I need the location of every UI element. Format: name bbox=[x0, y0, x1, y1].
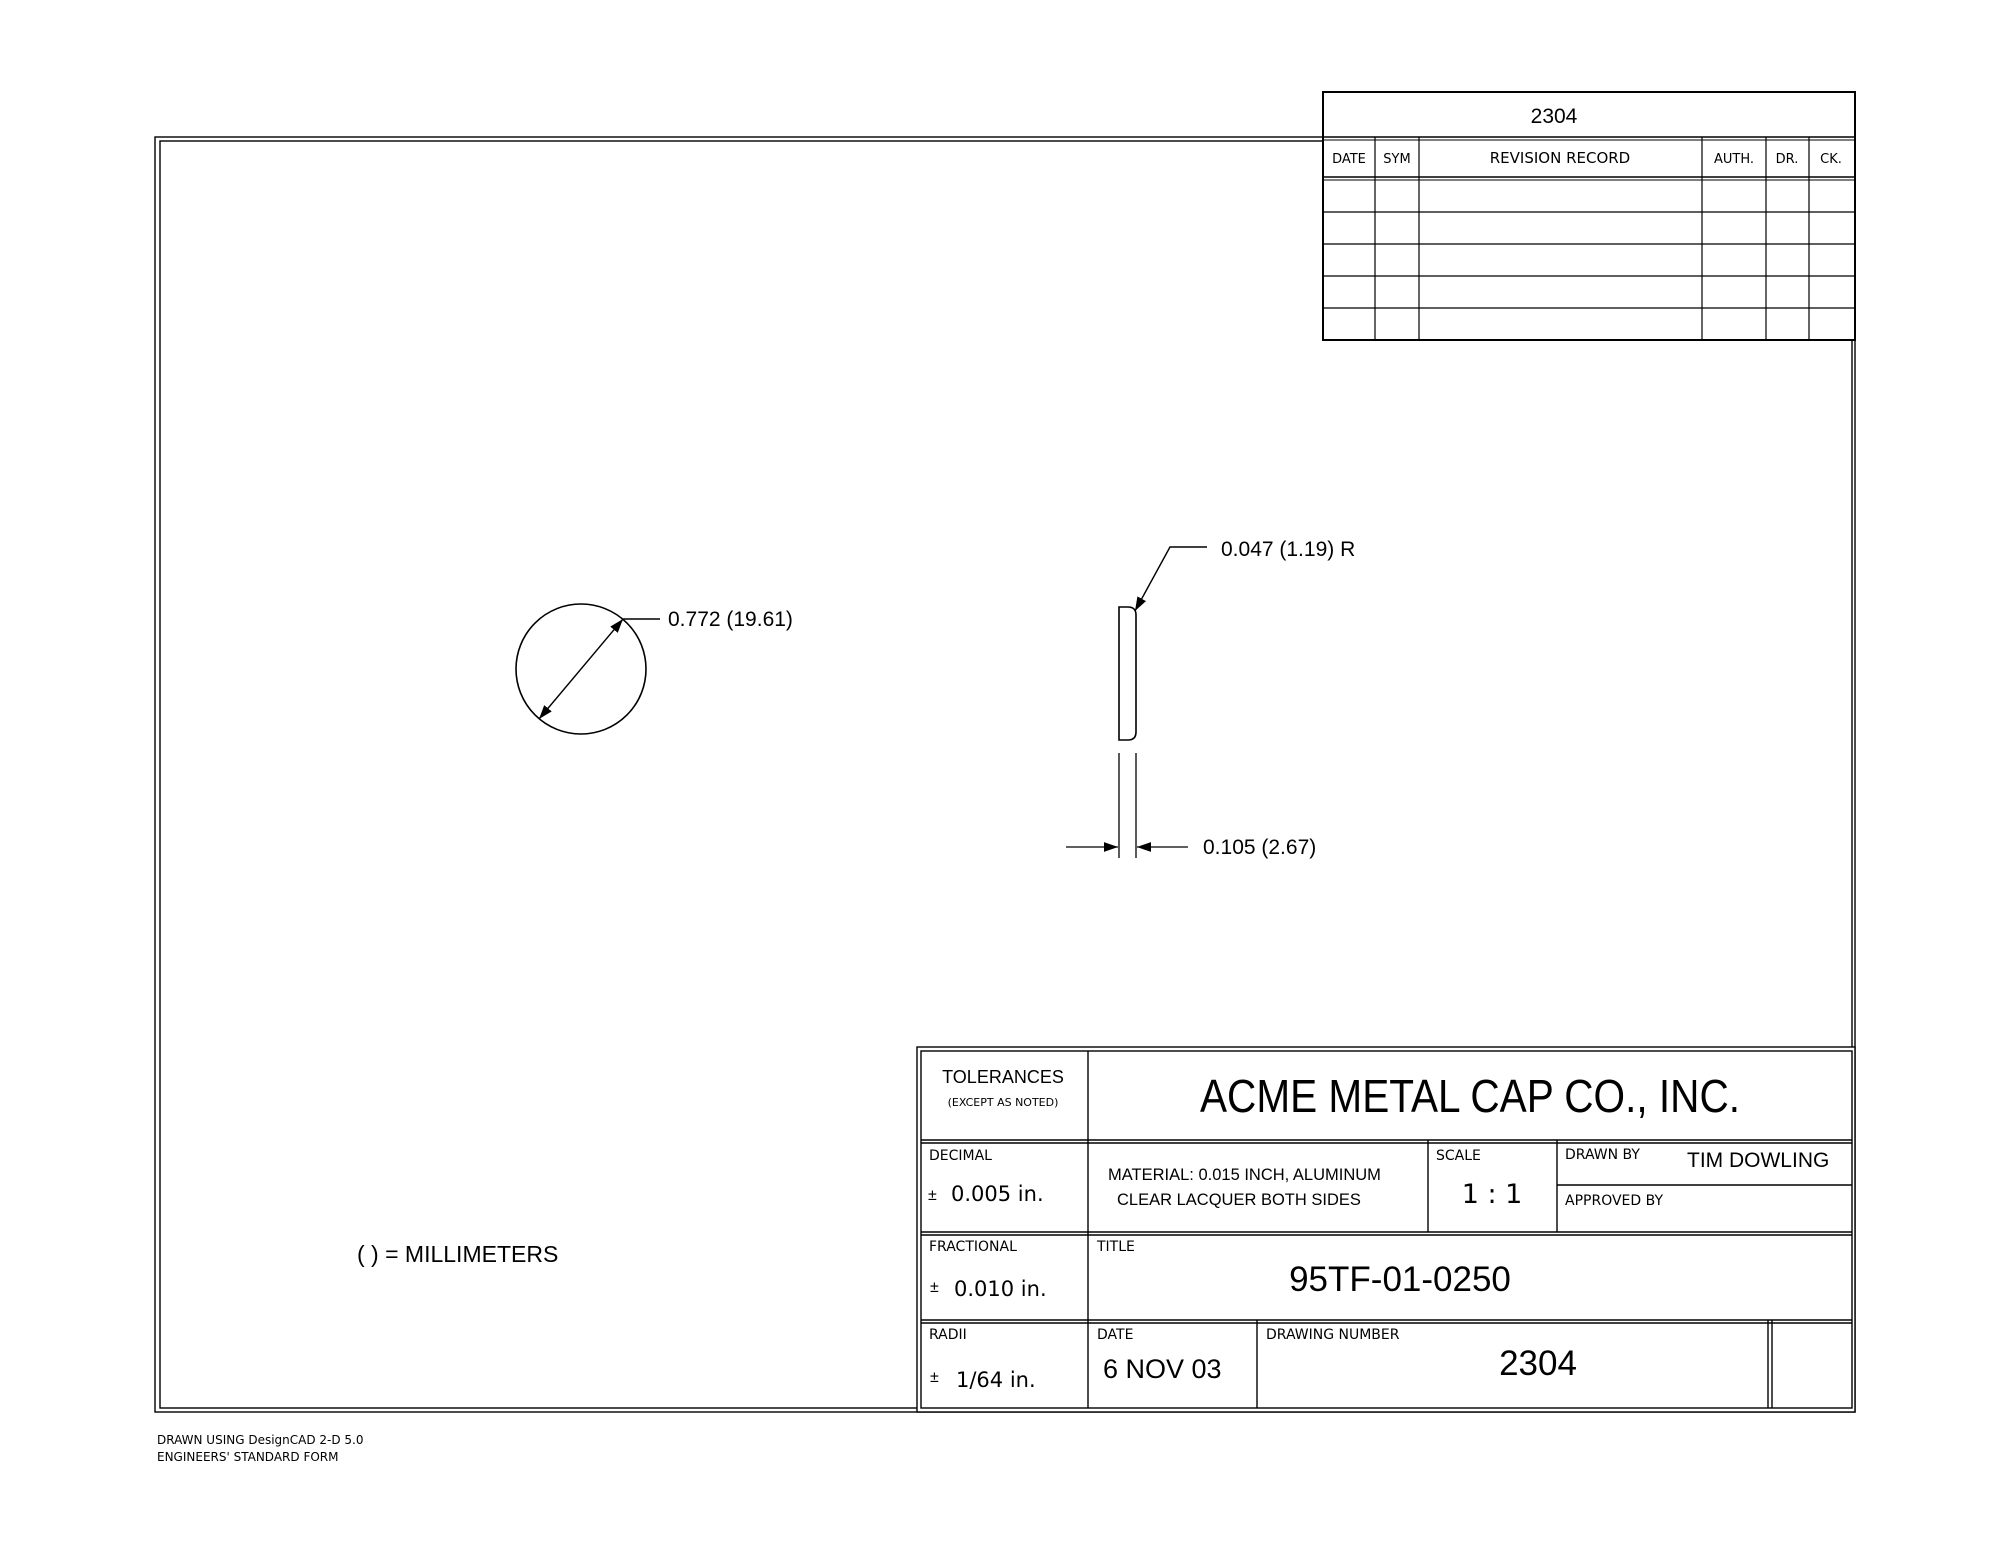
drawn-by-label: DRAWN BY bbox=[1565, 1147, 1640, 1163]
material-line-1: MATERIAL: 0.015 INCH, ALUMINUM bbox=[1108, 1166, 1381, 1184]
scale-label: SCALE bbox=[1436, 1148, 1481, 1164]
footer-software-note: DRAWN USING DesignCAD 2-D 5.0 bbox=[157, 1433, 364, 1447]
radii-plus-minus: ± bbox=[930, 1369, 939, 1386]
decimal-value: 0.005 in. bbox=[951, 1182, 1044, 1206]
revision-block bbox=[1323, 92, 1855, 340]
date-label: DATE bbox=[1097, 1327, 1134, 1343]
header-revision-record: REVISION RECORD bbox=[1489, 149, 1631, 167]
drawing-number-value: 2304 bbox=[1499, 1344, 1577, 1383]
units-note: ( ) = MILLIMETERS bbox=[357, 1241, 559, 1267]
header-date: DATE bbox=[1332, 152, 1366, 167]
revision-drawing-ref: 2304 bbox=[1530, 105, 1578, 128]
radii-label: RADII bbox=[929, 1327, 967, 1343]
diameter-line bbox=[539, 619, 623, 719]
decimal-label: DECIMAL bbox=[929, 1148, 992, 1164]
title-block bbox=[917, 1047, 1855, 1412]
diameter-label: 0.772 (19.61) bbox=[668, 608, 793, 631]
decimal-plus-minus: ± bbox=[928, 1187, 937, 1204]
except-as-noted: (EXCEPT AS NOTED) bbox=[947, 1096, 1059, 1109]
date-value: 6 NOV 03 bbox=[1103, 1354, 1222, 1384]
material-line-2: CLEAR LACQUER BOTH SIDES bbox=[1117, 1191, 1361, 1209]
circle-view bbox=[516, 604, 793, 734]
fractional-plus-minus: ± bbox=[930, 1279, 939, 1296]
header-dr: DR. bbox=[1775, 152, 1799, 167]
header-auth: AUTH. bbox=[1713, 152, 1755, 167]
approved-by-label: APPROVED BY bbox=[1565, 1193, 1664, 1209]
drawing-number-label: DRAWING NUMBER bbox=[1266, 1327, 1400, 1343]
header-ck: CK. bbox=[1820, 152, 1842, 167]
radii-value: 1/64 in. bbox=[956, 1368, 1036, 1392]
fractional-value: 0.010 in. bbox=[954, 1277, 1047, 1301]
footer-form-note: ENGINEERS' STANDARD FORM bbox=[157, 1450, 339, 1464]
title-label: TITLE bbox=[1097, 1239, 1135, 1255]
drawn-by-value: TIM DOWLING bbox=[1687, 1149, 1830, 1172]
company-name: ACME METAL CAP CO., INC. bbox=[1200, 1070, 1740, 1122]
header-sym: SYM bbox=[1383, 152, 1411, 167]
radius-leader bbox=[1135, 547, 1207, 611]
thickness-label: 0.105 (2.67) bbox=[1203, 836, 1317, 859]
radius-label: 0.047 (1.19) R bbox=[1221, 538, 1356, 561]
side-view bbox=[1066, 538, 1355, 859]
part-edge-profile bbox=[1119, 607, 1136, 740]
scale-value: 1 : 1 bbox=[1461, 1179, 1523, 1210]
title-value: 95TF-01-0250 bbox=[1289, 1260, 1511, 1299]
fractional-label: FRACTIONAL bbox=[929, 1239, 1017, 1255]
tolerances-heading: TOLERANCES bbox=[942, 1067, 1064, 1087]
